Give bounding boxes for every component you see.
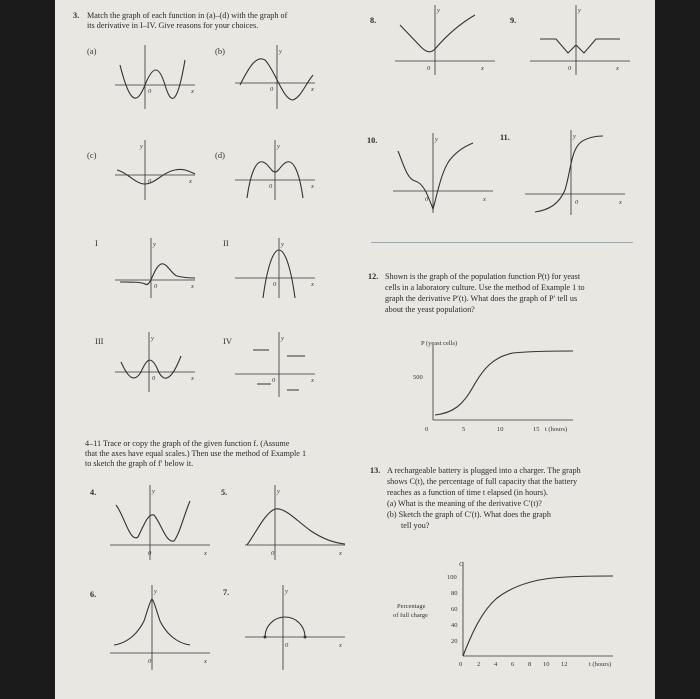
zero-mark: 0 (425, 196, 429, 203)
q13-number: 13. (370, 466, 381, 475)
ex-11-number: 11. (500, 133, 510, 142)
q13-line-3: reaches as a function of time t elapsed (in hours). (387, 488, 548, 497)
q3-line-1: Match the graph of each function in (a)–(d) with the graph of (87, 11, 288, 20)
graph-c (115, 140, 205, 200)
zero-mark: 0 (285, 642, 289, 649)
zero-mark: 0 (271, 550, 275, 557)
label-IV: IV (223, 336, 232, 346)
label-c: (c) (87, 150, 97, 160)
zero-mark: 0 (269, 183, 273, 190)
ex-7-number: 7. (223, 588, 230, 597)
battery-ytick-80: 80 (451, 590, 458, 597)
battery-ytick-40: 40 (451, 622, 458, 629)
label-a: (a) (87, 46, 97, 56)
x-mark: x (191, 375, 194, 382)
q4-11-line-3: to sketch the graph of f′ below it. (85, 459, 194, 468)
battery-ytick-100: 100 (447, 574, 457, 581)
graph-5 (245, 485, 355, 560)
q3-line-2: its derivative in I–IV. Give reasons for your choices. (87, 21, 259, 30)
battery-xtick-2: 2 (477, 661, 481, 668)
yeast-xtick-15: 15 (533, 426, 540, 433)
battery-xtick-10: 10 (543, 661, 550, 668)
q4-11-line-1: 4–11 Trace or copy the graph of the given function f. (Assume (85, 439, 290, 448)
label-II: II (223, 238, 229, 248)
x-mark: x (483, 196, 486, 203)
battery-xlabel: t (hours) (589, 661, 612, 668)
x-mark: x (189, 178, 192, 185)
battery-xtick-8: 8 (528, 661, 532, 668)
y-mark: y (151, 335, 154, 342)
battery-ylabel-1: Percentage (397, 603, 426, 610)
label-I: I (95, 238, 98, 248)
x-mark: x (204, 658, 207, 665)
yeast-xtick-5: 5 (462, 426, 466, 433)
q13-line-4: (a) What is the meaning of the derivative C′(t)? (387, 499, 542, 508)
graph-III (115, 332, 205, 392)
graph-9 (530, 5, 640, 75)
zero-mark: 0 (148, 88, 152, 95)
label-d: (d) (215, 150, 225, 160)
zero-mark: 0 (154, 283, 158, 290)
graph-b (235, 45, 325, 110)
battery-ylabel-2: of full charge (393, 612, 428, 619)
graph-8 (395, 5, 505, 75)
zero-mark: 0 (568, 65, 572, 72)
x-mark: x (616, 65, 619, 72)
y-mark: y (153, 241, 156, 248)
yeast-xtick-0: 0 (425, 426, 429, 433)
q4-11-line-2: that the axes have equal scales.) Then use the method of Example 1 (85, 449, 307, 458)
graph-10 (393, 133, 503, 213)
y-mark: y (279, 48, 282, 55)
battery-ytick-60: 60 (451, 606, 458, 613)
graph-6 (110, 585, 220, 670)
yeast-ylabel: P (yeast cells) (421, 340, 458, 347)
y-mark: y (140, 143, 143, 150)
y-mark: y (435, 136, 438, 143)
y-mark: y (277, 143, 280, 150)
ex-4-number: 4. (90, 488, 97, 497)
x-mark: x (311, 281, 314, 288)
q12-line-1: Shown is the graph of the population function P(t) for yeast (385, 272, 581, 281)
y-mark: y (437, 7, 440, 14)
q13-line-6: tell you? (401, 521, 430, 530)
x-mark: x (481, 65, 484, 72)
ex-6-number: 6. (90, 590, 97, 599)
x-mark: x (204, 550, 207, 557)
x-mark: x (191, 283, 194, 290)
label-III: III (95, 336, 104, 346)
yeast-graph (413, 335, 593, 445)
divider (371, 242, 633, 243)
x-mark: x (311, 183, 314, 190)
x-mark: x (311, 377, 314, 384)
yeast-xlabel: t (hours) (545, 426, 568, 433)
y-mark: y (152, 488, 155, 495)
q13-line-1: A rechargeable battery is plugged into a charger. The graph (387, 466, 581, 475)
y-mark: y (578, 7, 581, 14)
graph-I (115, 238, 205, 298)
battery-ytick-20: 20 (451, 638, 458, 645)
graph-d (235, 140, 325, 200)
battery-ylabel-top: C (459, 561, 464, 568)
graph-4 (110, 485, 220, 560)
y-mark: y (281, 241, 284, 248)
yeast-xtick-10: 10 (497, 426, 504, 433)
y-mark: y (277, 488, 280, 495)
label-b: (b) (215, 46, 225, 56)
ex-9-number: 9. (510, 16, 517, 25)
yeast-ytick: 500 (413, 374, 423, 381)
ex-10-number: 10. (367, 136, 378, 145)
q12-line-2: cells in a laboratory culture. Use the method of Example 1 to (385, 283, 585, 292)
graph-11 (525, 130, 635, 215)
x-mark: x (619, 199, 622, 206)
x-mark: x (191, 88, 194, 95)
zero-mark: 0 (270, 86, 274, 93)
battery-graph (393, 560, 633, 670)
graph-IV (235, 332, 325, 397)
q12-number: 12. (368, 272, 379, 281)
zero-mark: 0 (575, 199, 579, 206)
battery-xtick-0: 0 (459, 661, 463, 668)
q12-line-3: graph the derivative P′(t). What does the graph of P′ tell us (385, 294, 578, 303)
zero-mark: 0 (273, 281, 277, 288)
y-mark: y (573, 133, 576, 140)
q13-line-2: shows C(t), the percentage of full capacity that the battery (387, 477, 578, 486)
y-mark: y (154, 588, 157, 595)
textbook-page (55, 0, 655, 699)
ex-5-number: 5. (221, 488, 228, 497)
x-mark: x (339, 642, 342, 649)
q3-number: 3. (73, 11, 80, 20)
q13-line-5: (b) Sketch the graph of C′(t). What does the graph (387, 510, 551, 519)
q12-line-4: about the yeast population? (385, 305, 475, 314)
ex-8-number: 8. (370, 16, 377, 25)
battery-xtick-4: 4 (494, 661, 498, 668)
y-mark: y (281, 335, 284, 342)
y-mark: y (285, 588, 288, 595)
battery-xtick-12: 12 (561, 661, 568, 668)
battery-xtick-6: 6 (511, 661, 515, 668)
zero-mark: 0 (427, 65, 431, 72)
graph-7 (245, 585, 355, 670)
graph-II (235, 238, 325, 298)
zero-mark: 0 (148, 178, 152, 185)
zero-mark: 0 (272, 377, 276, 384)
graph-a (115, 45, 205, 110)
x-mark: x (339, 550, 342, 557)
x-mark: x (311, 86, 314, 93)
zero-mark: 0 (148, 550, 152, 557)
zero-mark: 0 (152, 375, 156, 382)
zero-mark: 0 (148, 658, 152, 665)
